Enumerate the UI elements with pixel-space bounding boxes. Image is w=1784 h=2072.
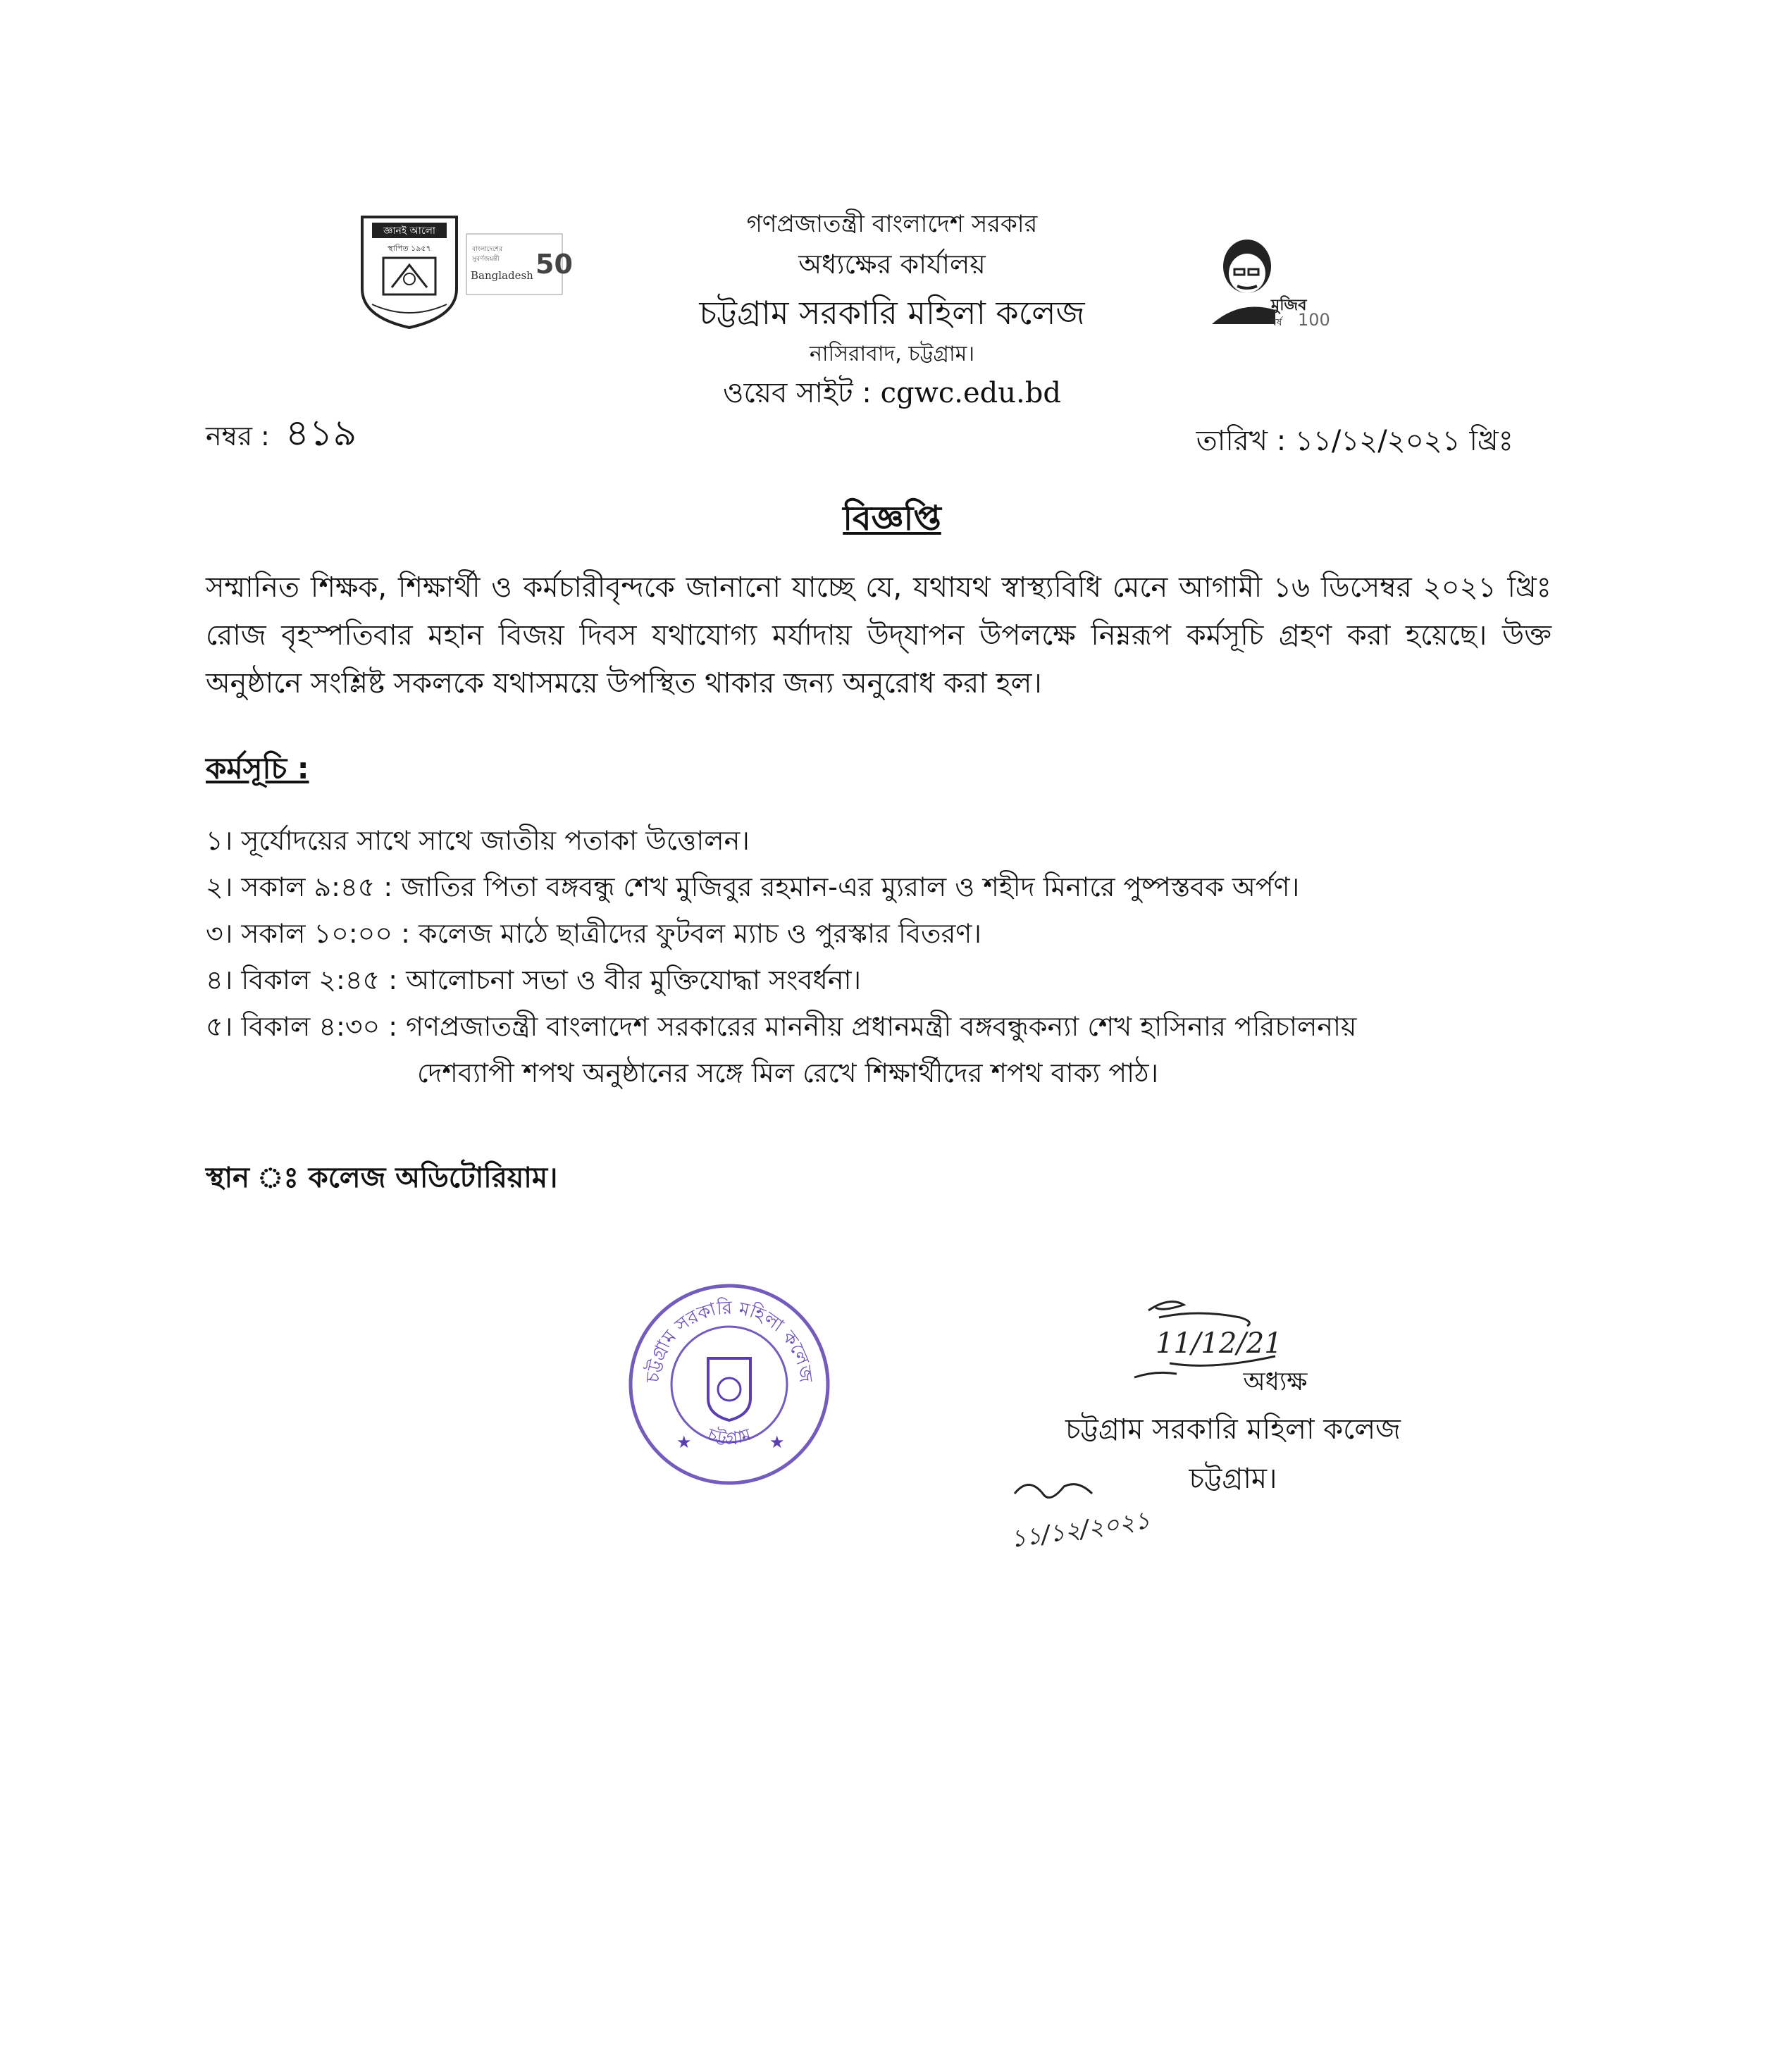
svg-text:100: 100 <box>1298 310 1330 330</box>
official-seal-stamp <box>620 1275 838 1494</box>
signatory-title: অধ্যক্ষ <box>1243 1367 1308 1396</box>
signatory-college: চট্টগ্রাম সরকারি মহিলা কলেজ <box>1065 1413 1401 1446</box>
programme-item-continuation: দেশব্যাপী শপথ অনুষ্ঠানের সঙ্গে মিল রেখে শিক্ষার্থীদের শপথ বাক্য পাঠ। <box>417 1057 1159 1088</box>
college-name: চট্টগ্রাম সরকারি মহিলা কলেজ <box>699 294 1085 332</box>
college-address: নাসিরাবাদ, চট্টগ্রাম। <box>809 342 975 366</box>
svg-text:বাংলাদেশের: বাংলাদেশের <box>472 246 503 253</box>
venue: স্থান ঃ কলেজ অডিটোরিয়াম। <box>206 1162 558 1194</box>
seal-bottom-text: চট্টগ্রাম <box>705 1424 754 1448</box>
notice-title <box>0 493 1784 549</box>
programme-item: ৪। বিকাল ২:৪৫ : আলোচনা সভা ও বীর মুক্তিযোদ্ধা সংবর্ধনা। <box>206 964 862 995</box>
programme-item: ৫। বিকাল ৪:৩০ : গণপ্রজাতন্ত্রী বাংলাদেশ সরকারের মাননীয় প্রধানমন্ত্রী বঙ্গবন্ধুকন্যা শেখ হাসিনার পরিচালনায় <box>206 1011 1357 1042</box>
svg-text:চট্টগ্রাম সরকারি মহিলা কলেজ <box>643 1297 817 1384</box>
programme-heading: কর্মসূচি : <box>206 751 309 786</box>
svg-text:সুবর্ণজয়ন্তী: সুবর্ণজয়ন্তী <box>472 256 500 263</box>
reference-label: নম্বর : <box>206 421 270 452</box>
svg-text:★: ★ <box>676 1432 692 1452</box>
programme-list <box>206 817 1580 1096</box>
notice-date: তারিখ : ১১/১২/২০২১ খ্রিঃ <box>1196 425 1513 457</box>
seal-ring-text: চট্টগ্রাম সরকারি মহিলা কলেজ <box>642 1297 817 1384</box>
svg-text:Bangladesh: Bangladesh <box>471 269 533 282</box>
office-name: অধ্যক্ষের কার্যালয় <box>798 249 986 280</box>
svg-text:মুজিব: মুজিব <box>1271 297 1307 314</box>
initials-date: ১১/১২/২০২১ <box>1008 1506 1152 1554</box>
svg-text:স্থাপিত ১৯৫৭: স্থাপিত ১৯৫৭ <box>388 244 431 253</box>
svg-text:বর্ষ: বর্ষ <box>1271 317 1282 328</box>
reference-value: ৪১৯ <box>285 412 357 454</box>
programme-item: ৩। সকাল ১০:০০ : কলেজ মাঠে ছাত্রীদের ফুটবল ম্যাচ ও পুরস্কার বিতরণ। <box>206 918 981 949</box>
government-name: গণপ্রজাতন্ত্রী বাংলাদেশ সরকার <box>746 210 1038 238</box>
website-label: ওয়েব সাইট : <box>723 377 872 409</box>
handwritten-initials <box>1001 1472 1156 1564</box>
notice-title-text: বিজ্ঞপ্তি <box>843 499 941 538</box>
signature-date: 11/12/21 <box>1156 1327 1282 1360</box>
svg-text:চট্টগ্রাম <box>705 1424 754 1448</box>
svg-text:জ্ঞানই আলো: জ্ঞানই আলো <box>383 225 435 237</box>
svg-text:★: ★ <box>769 1432 785 1452</box>
website-url[interactable]: cgwc.edu.bd <box>880 377 1061 409</box>
programme-item: ১। সূর্যোদয়ের সাথে সাথে জাতীয় পতাকা উত্তোলন। <box>206 825 750 856</box>
programme-item: ২। সকাল ৯:৪৫ : জাতির পিতা বঙ্গবন্ধু শেখ মুজিবুর রহমান-এর ম্যুরাল ও শহীদ মিনারে পুষ্পস্তবক অর্পণ। <box>206 871 1300 902</box>
notice-body: সম্মানিত শিক্ষক, শিক্ষার্থী ও কর্মচারীবৃন্দকে জানানো যাচ্ছে যে, যথাযথ স্বাস্থ্যবিধি মেনে আগামী ১৬ ডিসেম্বর ২০২১ খ্রিঃ রোজ বৃহস্পতিবার মহান বিজয় দিবস যথাযোগ্য মর্যাদায় উদ্‌যাপন উপলক্ষে নিম্নরূপ কর্মসূচি গ্রহণ করা হয়েছে। উক্ত অনুষ্ঠানে সংশ্লিষ্ট সকলকে যথাসময়ে উপস্থিত থাকার জন্য অনুরোধ করা হল। <box>206 571 1551 700</box>
reference-number <box>206 404 357 466</box>
signatory-city: চট্টগ্রাম। <box>1189 1463 1277 1495</box>
svg-text:50: 50 <box>535 249 573 280</box>
